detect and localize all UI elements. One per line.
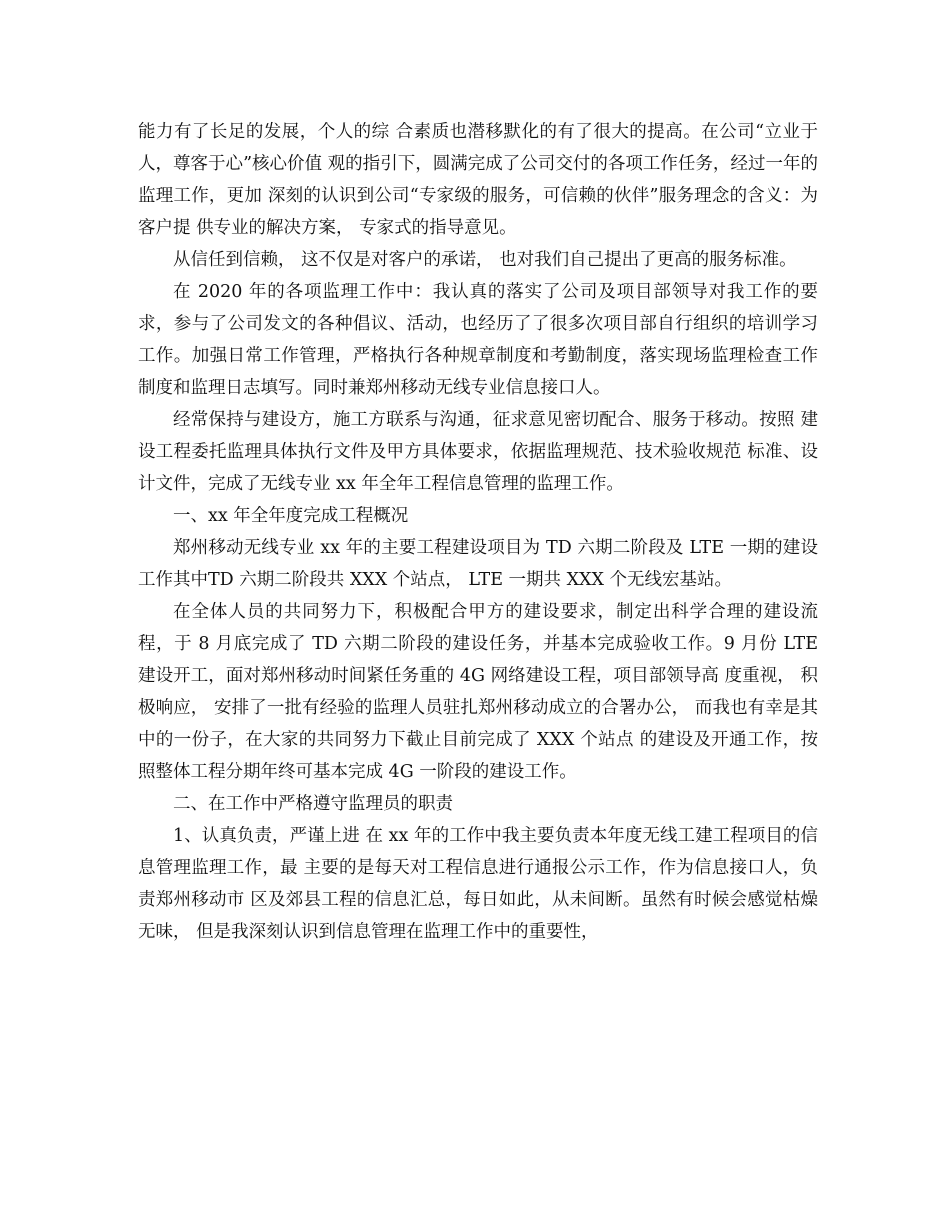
section-heading-1: 一、xx 年全年度完成工程概况 xyxy=(173,506,409,526)
paragraph-6: 在全体人员的共同努力下，积极配合甲方的建设要求，制定出科学合理的建设流 程，于 8 月底完成了 TD 六期二阶段的建设任务，并基本完成验收工作。9 月份 LTE 建设开工，面对郑州移动时间紧任务重的 4G 网络建设工程，项目部领导高 度重视， 积极响应， 安排了一批有经验的监理人员驻扎郑州移动成立的合署办公， 而我也有幸是其中的一份子，在大家的共同努力下截止目前完成了 XXX 个站点 的建设及开通工作，按照整体工程分期年终可基本完成 4G 一阶段的建设工作。 xyxy=(138,602,818,782)
paragraph-2: 从信任到信赖， 这不仅是对客户的承诺， 也对我们自己提出了更高的服务标准。 xyxy=(173,250,797,270)
paragraph-1: 能力有了长足的发展，个人的综 合素质也潜移默化的有了很大的提高。在公司“立业于人，尊客于心”核心价值 观的指引下，圆满完成了公司交付的各项工作任务，经过一年的监理工作，更加 深刻的认识到公司“专家级的服务，可信赖的伙伴”服务理念的含义：为客户提 供专业的解决方案， 专家式的指导意见。 xyxy=(138,122,818,238)
paragraph-4: 经常保持与建设方，施工方联系与沟通，征求意见密切配合、服务于移动。按照 建设工程委托监理具体执行文件及甲方具体要求，依据监理规范、技术验收规范 标准、设计文件，完成了无线专业 xx 年全年工程信息管理的监理工作。 xyxy=(138,410,818,494)
document-body xyxy=(138,116,818,948)
paragraph-5: 郑州移动无线专业 xx 年的主要工程建设项目为 TD 六期二阶段及 LTE 一期的建设工作其中TD 六期二阶段共 XXX 个站点， LTE 一期共 XXX 个无线宏基站。 xyxy=(138,538,818,590)
paragraph-3: 在 2020 年的各项监理工作中：我认真的落实了公司及项目部领导对我工作的要求，参与了公司发文的各种倡议、活动，也经历了了很多次项目部自行组织的培训学习工作。加强日常工作管理，严格执行各种规章制度和考勤制度，落实现场监理检查工作制度和监理日志填写。同时兼郑州移动无线专业信息接口人。 xyxy=(138,282,818,398)
paragraph-7: 1、认真负责，严谨上进 在 xx 年的工作中我主要负责本年度无线工建工程项目的信息管理监理工作，最 主要的是每天对工程信息进行通报公示工作，作为信息接口人，负责郑州移动市 区及郊县工程的信息汇总，每日如此，从未间断。虽然有时候会感觉枯燥无味， 但是我深刻认识到信息管理在监理工作中的重要性， xyxy=(138,826,818,942)
section-heading-2: 二、在工作中严格遵守监理员的职责 xyxy=(173,794,453,814)
